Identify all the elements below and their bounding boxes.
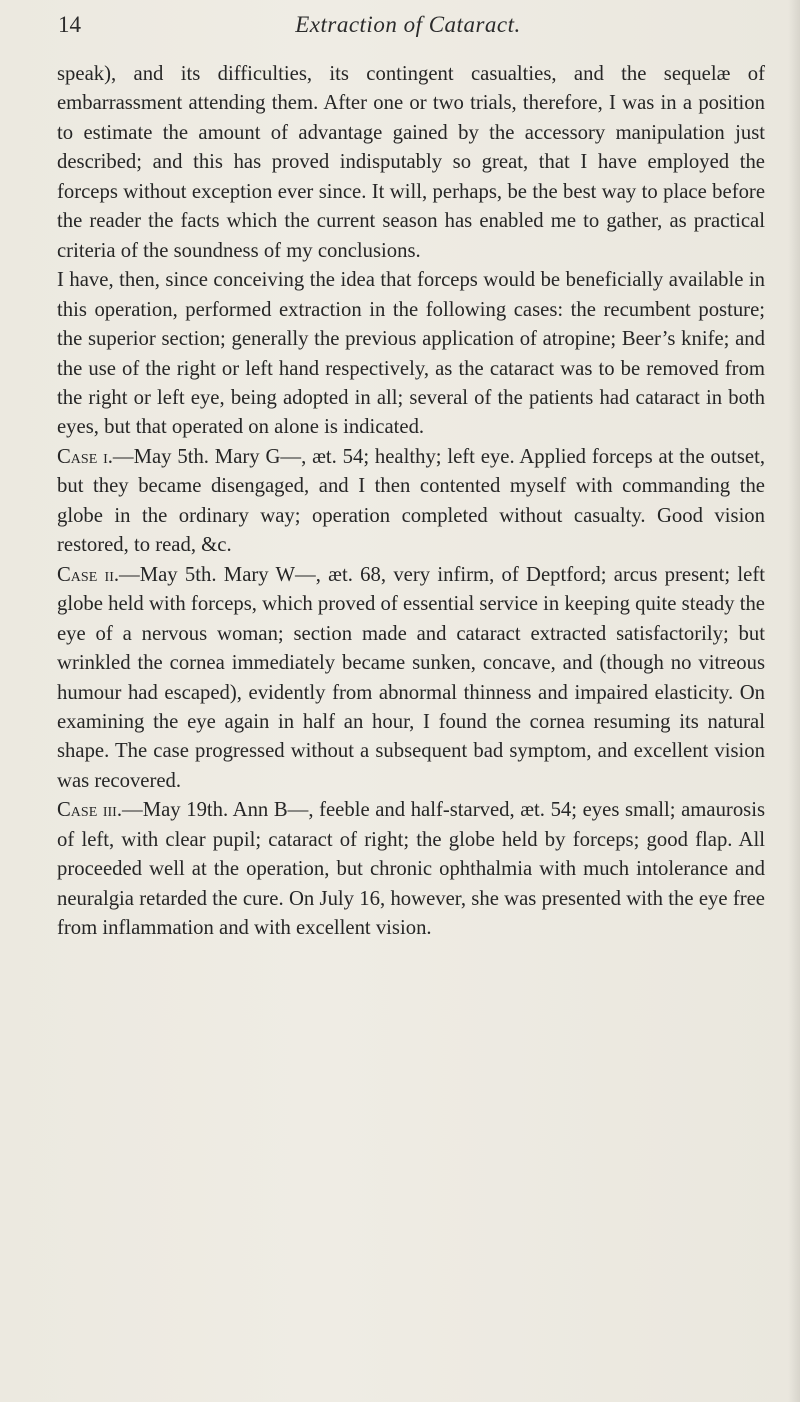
case-3-text: —May 19th. Ann B—, feeble and half-starved, æt. 54; eyes small; amaurosis of left, with clear pupil; cataract of right; the globe held by forceps; good flap. All proceeded well at the operation, but chronic ophthalmia with much intolerance and neuralgia retarded the cure. On July 16, however, she was presented with the eye free from inflammation and with excellent vision. xyxy=(57,799,766,940)
paragraph-continuation xyxy=(57,60,765,266)
case-1-label: Case i. xyxy=(57,445,113,468)
page-number: 14 xyxy=(58,12,81,37)
paragraph-text: I have, then, since conceiving the idea that forceps would be beneficially available in this operation, performed extraction in the following cases: the recumbent posture; the superior section; generally the previous application of atropine; Beer’s knife; and the use of the right or left hand respectively, as the cataract was to be removed from the right or left eye, being adopted in all; several of the patients had cataract in both eyes, but that operated on alone is indicated. xyxy=(57,269,765,439)
case-1-paragraph xyxy=(57,443,765,561)
case-2-text: —May 5th. Mary W—, æt. 68, very infirm, of Deptford; arcus present; left globe held with forceps, which proved of essential service in keeping quite steady the eye of a nervous woman; section made and cataract extracted satisfactorily; but wrinkled the cornea immediately became sunken, concave, and (though no vitreous humour had escaped), evidently from abnormal thinness and impaired elasticity. On examining the eye again in half an hour, I found the cornea resuming its natural shape. The case progressed without a subsequent bad symptom, and excellent vision was recovered. xyxy=(57,563,765,792)
case-3-label: Case iii. xyxy=(57,799,123,822)
paragraph-cases-intro xyxy=(57,266,765,443)
case-2-label: Case ii. xyxy=(57,563,120,586)
page-edge-shadow xyxy=(788,0,800,1402)
paragraph-text: speak), and its difficulties, its contingent casualties, and the sequelæ of embarrassment attending them. After one or two trials, therefore, I was in a position to estimate the amount of advantage gained by the accessory manipulation just described; and this has proved indisputably so great, that I have employed the forceps without exception ever since. It will, perhaps, be the best way to place before the reader the facts which the current season has enabled me to gather, as practical criteria of the soundness of my conclusions. xyxy=(57,63,765,262)
case-2-paragraph xyxy=(57,561,765,797)
body-text xyxy=(57,60,765,944)
case-1-text: —May 5th. Mary G—, æt. 54; healthy; left eye. Applied forceps at the outset, but they became disengaged, and I then contented myself with commanding the globe in the ordinary way; operation completed without casualty. Good vision restored, to read, &c. xyxy=(57,445,765,557)
page-header xyxy=(58,12,758,44)
case-3-paragraph xyxy=(57,796,765,943)
running-title: Extraction of Cataract. xyxy=(295,12,521,37)
